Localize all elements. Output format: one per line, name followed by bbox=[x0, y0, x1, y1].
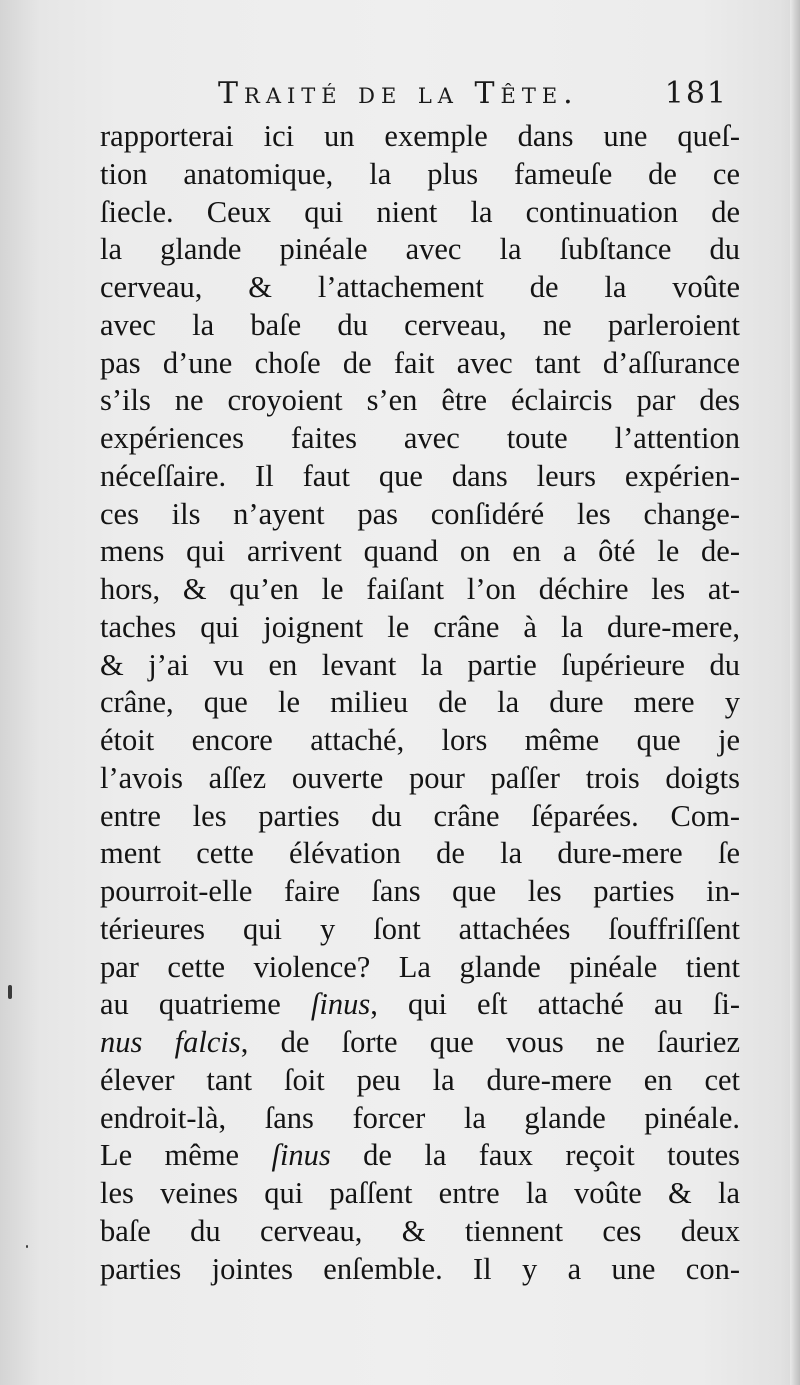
page-header bbox=[100, 74, 740, 118]
text-line: néceſſaire. Il faut que dans leurs expérien- bbox=[100, 458, 740, 493]
text-line: taches qui joignent le crâne à la dure-mere, bbox=[100, 609, 740, 644]
text-line: pourroit-elle faire ſans que les parties in- bbox=[100, 874, 740, 908]
text-line: crâne, que le milieu de la dure mere y bbox=[100, 685, 740, 720]
text-line: tion anatomique, la plus fameuſe de ce bbox=[100, 156, 740, 191]
text-line: nus falcis, de ſorte que vous ne ſauriez bbox=[100, 1025, 741, 1059]
text-line: & j’ai vu en levant la partie ſupérieure du bbox=[100, 647, 740, 682]
ink-speck bbox=[26, 1245, 28, 1248]
text-line: la glande pinéale avec la ſubſtance du bbox=[100, 232, 740, 267]
text-line: l’avois aſſez ouverte pour paſſer trois doigts bbox=[100, 760, 740, 795]
page-edge-shadow bbox=[790, 0, 800, 1385]
text-line: au quatrieme ſinus, qui eſt attaché au ſi- bbox=[100, 987, 740, 1022]
text-line: ment cette élévation de la dure-mere ſe bbox=[100, 836, 740, 871]
text-line: ſiecle. Ceux qui nient la continuation de bbox=[100, 194, 740, 229]
text-line: élever tant ſoit peu la dure-mere en cet bbox=[100, 1062, 740, 1097]
text-line: hors, & qu’en le faiſant l’on déchire les at- bbox=[100, 572, 740, 606]
text-line: Le même ſinus de la faux reçoit toutes bbox=[100, 1138, 740, 1173]
text-line: expériences faites avec toute l’attention bbox=[100, 421, 740, 455]
text-line: les veines qui paſſent entre la voûte & la bbox=[100, 1176, 740, 1210]
text-line: baſe du cerveau, & tiennent ces deux bbox=[100, 1213, 740, 1248]
text-line: rapporterai ici un exemple dans une queſ- bbox=[100, 119, 740, 153]
text-line: cerveau, & l’attachement de la voûte bbox=[100, 270, 740, 304]
text-line: endroit-là, ſans forcer la glande pinéale. bbox=[100, 1100, 740, 1135]
text-line: ces ils n’ayent pas conſidéré les change- bbox=[100, 496, 740, 531]
italic-term: ſinus bbox=[310, 987, 371, 1022]
italic-term: nus falcis bbox=[100, 1025, 241, 1059]
page-number: 181 bbox=[664, 76, 728, 111]
text-line: pas d’une choſe de fait avec tant d’aſſurance bbox=[100, 345, 740, 380]
text-line: térieures qui y ſont attachées ſouffriſſent bbox=[100, 911, 740, 946]
body-text bbox=[100, 118, 740, 1288]
text-line: étoit encore attaché, lors même que je bbox=[100, 723, 740, 757]
text-line: entre les parties du crâne ſéparées. Com- bbox=[100, 798, 740, 833]
text-line: avec la baſe du cerveau, ne parleroient bbox=[100, 307, 740, 342]
text-line: mens qui arrivent quand on en a ôté le de- bbox=[100, 534, 740, 569]
running-title: Traité de la Tête. bbox=[218, 76, 579, 111]
text-line: parties jointes enſemble. Il y a une con- bbox=[100, 1251, 740, 1286]
text-line: par cette violence? La glande pinéale tient bbox=[100, 949, 740, 984]
ink-speck bbox=[8, 985, 12, 999]
text-line: s’ils ne croyoient s’en être éclaircis par des bbox=[100, 383, 740, 418]
italic-term: ſinus bbox=[271, 1138, 331, 1173]
